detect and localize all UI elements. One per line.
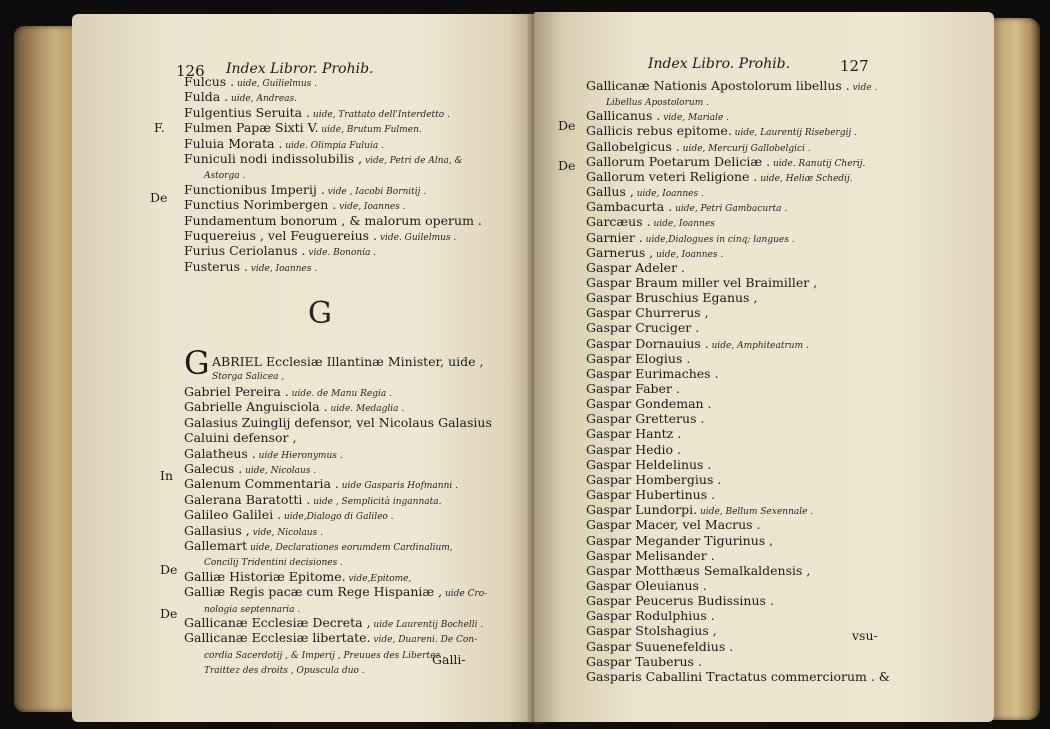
index-entry	[586, 442, 681, 457]
entry-main: Gaspar Megander Tigurinus ,	[586, 532, 774, 548]
entry-main: Gaspar Churrerus ,	[586, 305, 709, 321]
entry-main: Garnier .	[586, 229, 643, 245]
entry-main: Gaspar Eurimaches .	[586, 365, 719, 381]
entry-reference: uide Cro-	[442, 589, 488, 600]
entry-main: Galerana Baratotti .	[184, 491, 311, 507]
entry-reference: uide Hieronymus .	[255, 450, 343, 461]
entry-reference: uide, Bellum Sexennale .	[697, 507, 814, 518]
entry-main: Gasparis Caballini Tractatus commerciorum . &	[586, 668, 890, 684]
index-entry	[184, 415, 492, 430]
entry-reference: vide, Duareni. De Con-	[370, 635, 478, 646]
index-entry	[586, 275, 817, 290]
entry-main: Functius Norimbergen .	[184, 197, 337, 213]
index-entry	[586, 290, 757, 305]
entry-main: Gaspar Gretterus .	[586, 411, 705, 427]
entry-main: Gaspar Tauberus .	[586, 653, 702, 669]
entry-main: Fuquereius , vel Feuguereius .	[184, 228, 378, 243]
right-page	[534, 12, 994, 722]
entry-main: Gaspar Adeler .	[586, 259, 685, 275]
entry-main: Garnerus ,	[586, 244, 654, 260]
entry-reference: uide. Ranutij Cherij.	[770, 158, 866, 169]
entry-main: Gallemart	[184, 538, 248, 553]
entry-main: Gaspar Cruciger .	[586, 320, 700, 336]
catchword: vsu-	[852, 628, 878, 643]
entry-main: Fuluia Morata .	[184, 135, 283, 151]
margin-mark: De	[558, 118, 576, 133]
entry-reference: Concilij Tridentini decisiones .	[204, 558, 343, 569]
left-page	[72, 14, 536, 722]
margin-mark: De	[558, 158, 576, 173]
section-letter: G	[308, 296, 332, 331]
entry-reference: uide, Ioannes	[650, 219, 715, 230]
entry-reference: uide, Mercurij Gallobelgici .	[679, 143, 811, 154]
entry-reference: vide, Mariale .	[660, 113, 730, 124]
entry-reference: uide,Dialogues in cinq; langues .	[642, 234, 795, 245]
entry-main: Gaspar Braum miller vel Braimiller ,	[586, 274, 818, 290]
entry-reference: uide, Declarationes eorumdem Cardinalium,	[247, 543, 453, 553]
entry-main: Gallicanæ Nationis Apostolorum libellus .	[586, 78, 850, 93]
entry-main: Fulgentius Seruita .	[184, 104, 311, 120]
entry-main: Gallasius ,	[184, 522, 250, 538]
entry-reference: uide Laurentij Bochelli .	[370, 620, 484, 630]
entry-main: Gaspar Motthæus Semalkaldensis ,	[586, 562, 811, 578]
entry-reference: vide, Nicolaus .	[249, 527, 323, 538]
index-entry	[586, 487, 715, 502]
entry-main: Gabriel Pereira .	[184, 384, 289, 399]
entry-main: Galileo Galilei .	[184, 507, 282, 523]
entry-reference: Libellus Apostolorum .	[606, 98, 709, 109]
entry-reference: vide, Ioannes .	[247, 263, 318, 274]
entry-main: Fulmen Papæ Sixti V.	[184, 120, 319, 136]
entry-reference: Storga Salicea ,	[212, 372, 285, 382]
entry-reference: uide, Laurentij Risebergij .	[731, 128, 858, 139]
entry-reference: vide,Epitome,	[345, 573, 412, 584]
entry-main: Gallicanæ Ecclesiæ Decreta ,	[184, 615, 371, 630]
entry-main: Galliæ Regis pacæ cum Rege Hispaniæ ,	[184, 584, 443, 600]
index-entry	[586, 548, 715, 563]
entry-reference: uide, Ioannes .	[653, 249, 724, 260]
entry-main: Galenum Commentaria .	[184, 476, 339, 492]
entry-reference: uide Gasparis Hofmanni .	[338, 481, 458, 492]
entry-reference: Traittez des droits , Opuscula duo .	[204, 666, 365, 677]
entry-main: Gaspar Stolshagius ,	[586, 623, 717, 639]
book-fore-edge-right	[988, 18, 1040, 720]
entry-main: Gaspar Rodulphius .	[586, 608, 715, 624]
index-entry	[586, 457, 711, 472]
entry-main: Gallus ,	[586, 184, 634, 200]
entry-main: Gambacurta .	[586, 199, 673, 215]
index-entry	[184, 213, 482, 228]
index-entry	[586, 639, 733, 654]
entry-reference: uide , Semplicità ingannata.	[310, 496, 442, 507]
page-number: 126	[176, 62, 205, 80]
entry-main: Gaspar Bruschius Eganus ,	[586, 290, 758, 306]
entry-main: Gaspar Elogius .	[586, 350, 691, 366]
entry-reference: uide, Petri Gambacurta .	[672, 204, 788, 215]
entry-main: Gaspar Hedio .	[586, 441, 682, 457]
entry-main: Gallorum Poetarum Deliciæ .	[586, 153, 771, 169]
index-entry	[586, 533, 773, 548]
entry-reference: uide, Heliæ Schedij.	[757, 173, 853, 184]
entry-main: Caluini defensor ,	[184, 430, 297, 446]
entry-reference: vide. Bononia .	[305, 248, 377, 259]
entry-main: Furius Ceriolanus .	[184, 243, 306, 259]
entry-main: Gaspar Hantz .	[586, 426, 682, 442]
index-entry	[586, 381, 680, 396]
entry-reference: uide, Guilielmus .	[234, 79, 317, 89]
entry-reference: uide, Brutum Fulmen.	[318, 125, 422, 136]
index-entry	[586, 623, 717, 638]
entry-reference: vide, Petri de Alna, &	[362, 156, 463, 166]
entry-main: Fulcus .	[184, 74, 235, 89]
drop-cap: G	[184, 344, 210, 382]
entry-main: Garcæus .	[586, 214, 651, 230]
entry-main: Galecus .	[184, 461, 243, 476]
entry-reference: vide. Guilelmus .	[377, 233, 457, 243]
entry-reference: uide. de Manu Regia .	[288, 389, 392, 399]
entry-main: Fusterus .	[184, 258, 248, 274]
index-entry	[586, 472, 721, 487]
catchword: Galli-	[432, 652, 466, 667]
running-head: Index Libror. Prohib.	[226, 61, 374, 77]
entry-main: Gaspar Oleuianus .	[586, 577, 707, 593]
entry-main: Galasius Zuinglij defensor, vel Nicolaus Galasius	[184, 414, 492, 430]
entry-main: Gallicis rebus epitome.	[586, 123, 732, 139]
entry-main: Gaspar Suuenefeldius .	[586, 638, 734, 654]
index-entry	[586, 396, 712, 411]
entry-reference: Astorga .	[204, 171, 246, 182]
entry-reference: vide, Ioannes .	[336, 202, 406, 213]
entry-main: Galatheus .	[184, 445, 256, 461]
open-book	[8, 10, 1042, 722]
entry-main: Gaspar Hubertinus .	[586, 487, 716, 503]
entry-main: Gallicanæ Ecclesiæ libertate.	[184, 630, 371, 646]
index-entry	[586, 351, 690, 366]
index-entry	[204, 661, 365, 679]
index-entry	[184, 259, 317, 277]
entry-reference: nologia septennaria .	[204, 604, 301, 615]
index-entry	[586, 608, 715, 623]
entry-reference: vide .	[849, 83, 878, 93]
index-entry	[586, 305, 709, 320]
entry-reference: cordia Sacerdotij , & Imperij , Preuues des Libertez .	[204, 650, 446, 661]
index-entry	[586, 563, 810, 578]
entry-main: Gaspar Hombergius .	[586, 471, 722, 487]
running-head: Index Libro. Prohib.	[648, 56, 791, 72]
index-entry	[586, 260, 685, 275]
entry-main: Gaspar Lundorpi.	[586, 502, 698, 518]
entry-main: Gaspar Melisander .	[586, 547, 715, 563]
entry-main: Gallicanus .	[586, 108, 661, 124]
entry-reference: uide, Nicolaus .	[242, 466, 317, 476]
index-entry	[586, 320, 699, 335]
entry-reference: uide,Dialogo di Galileo .	[281, 512, 394, 523]
entry-reference: vide , Iacobi Bornitij .	[324, 186, 427, 197]
index-entry	[586, 411, 704, 426]
entry-main: ABRIEL Ecclesiæ Illantinæ Minister, uide ,	[212, 354, 484, 369]
index-entry	[586, 426, 681, 441]
entry-main: Gaspar Faber .	[586, 381, 680, 396]
entry-main: Functionibus Imperij .	[184, 181, 325, 197]
entry-main: Gaspar Macer, vel Macrus .	[586, 517, 761, 533]
index-entry	[586, 669, 890, 684]
margin-mark: De	[150, 190, 168, 205]
entry-reference: uide, Andreas.	[228, 94, 298, 105]
page-number: 127	[840, 57, 869, 75]
entry-reference: uide. Medaglia .	[327, 404, 405, 415]
entry-main: Fundamentum bonorum , & malorum operum .	[184, 212, 482, 228]
margin-mark: In	[160, 468, 173, 483]
index-entry	[184, 430, 296, 445]
entry-main: Gaspar Dornauius .	[586, 335, 709, 351]
entry-reference: uide. Olimpia Fuluia .	[282, 140, 384, 151]
entry-main: Funiculi nodi indissolubilis ,	[184, 151, 363, 166]
entry-main: Gabrielle Anguisciola .	[184, 399, 328, 415]
index-entry	[586, 366, 719, 381]
margin-mark: De	[160, 606, 178, 621]
entry-main: Gaspar Peucerus Budissinus .	[586, 593, 774, 609]
entry-reference: uide, Trattato dell'Interdetto .	[310, 109, 450, 120]
index-entry	[586, 578, 707, 593]
entry-main: Gaspar Heldelinus .	[586, 456, 712, 472]
index-entry	[586, 654, 702, 669]
entry-main: Gallobelgicus .	[586, 138, 680, 154]
entry-main: Galliæ Historiæ Epitome.	[184, 568, 346, 584]
entry-main: Gallorum veteri Religione .	[586, 168, 758, 184]
index-entry	[586, 593, 774, 608]
entry-main: Fulda .	[184, 89, 229, 105]
margin-mark: De	[160, 562, 178, 577]
margin-mark: F.	[154, 120, 165, 135]
entry-main: Gaspar Gondeman .	[586, 396, 712, 412]
entry-reference: uide, Ioannes .	[633, 189, 704, 200]
entry-reference: uide, Amphiteatrum .	[708, 340, 809, 351]
index-entry	[586, 517, 761, 532]
